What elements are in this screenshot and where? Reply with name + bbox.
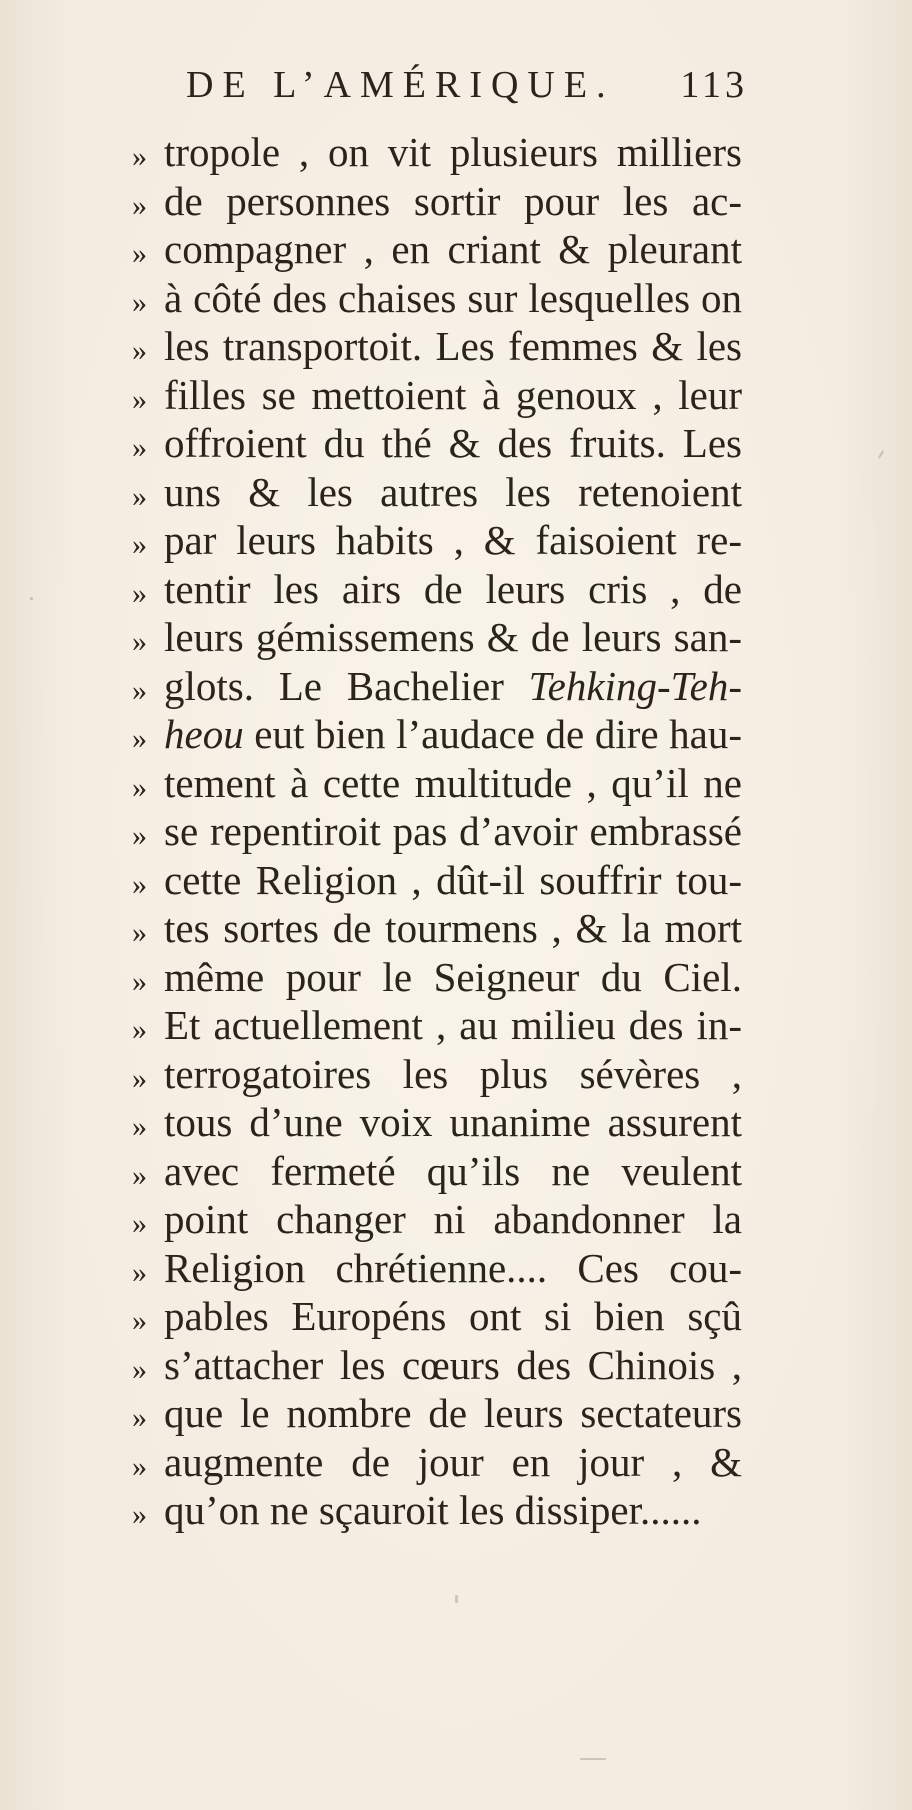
quote-mark: » xyxy=(132,1352,147,1386)
quote-mark: » xyxy=(132,431,147,464)
text-line-3: » compagner , en criant & pleurant xyxy=(132,225,742,274)
quote-mark: » xyxy=(132,1110,147,1143)
quote-mark: » xyxy=(132,770,147,804)
text-line-1: » tropole , on vit plusieurs milliers xyxy=(132,128,742,177)
text-line-16: » cette Religion , dût-il souffrir tou- xyxy=(132,856,742,905)
quote-mark: » xyxy=(132,867,147,901)
text-line-8: » uns & les autres les retenoient xyxy=(132,468,742,517)
page-number: 113 xyxy=(680,64,748,106)
text-line-15: » se repentiroit pas d’avoir embrassé xyxy=(132,807,742,856)
body-text xyxy=(132,128,742,1535)
text-line-22: » avec fermeté qu’ils ne veulent xyxy=(132,1147,742,1196)
quote-mark: » xyxy=(132,625,147,658)
text-line-11: » leurs gémissemens & de leurs san- xyxy=(132,613,742,662)
quote-mark: » xyxy=(132,673,147,707)
text-line-26: » s’attacher les cœurs des Chinois , xyxy=(132,1341,742,1390)
italic-name: heou xyxy=(164,711,244,757)
quote-mark: » xyxy=(132,1207,147,1240)
quote-mark: » xyxy=(132,334,147,367)
quote-mark: » xyxy=(132,1255,147,1289)
text-line-24: » Religion chrétienne.... Ces cou- xyxy=(132,1244,742,1293)
italic-name: Tehking-Teh- xyxy=(528,662,742,709)
quote-mark: » xyxy=(132,1158,147,1192)
text-line-7: » offroient du thé & des fruits. Les xyxy=(132,419,742,468)
quote-mark: » xyxy=(132,237,147,270)
text-line-21: » tous d’une voix unanime assurent xyxy=(132,1098,742,1147)
text-line-29: » qu’on ne sçauroit les dissiper...... xyxy=(132,1486,742,1535)
text-line-10: » tentir les airs de leurs cris , de xyxy=(132,565,742,614)
quote-mark: » xyxy=(132,479,147,513)
text-line-19: » Et actuellement , au milieu des in- xyxy=(132,1001,742,1050)
text-line-5: » les transportoit. Les femmes & les xyxy=(132,322,742,371)
text-line-12: » glots. Le Bachelier Tehking-Teh- xyxy=(132,662,742,711)
quote-mark: » xyxy=(132,964,147,998)
quote-mark: » xyxy=(132,382,147,416)
text-line-9: » par leurs habits , & faisoient re- xyxy=(132,516,742,565)
quote-mark: » xyxy=(132,1401,147,1434)
quote-mark: » xyxy=(132,722,147,755)
quote-mark: » xyxy=(132,1449,147,1483)
text-line-20: » terrogatoires les plus sévères , xyxy=(132,1050,742,1099)
quote-mark: » xyxy=(132,1498,147,1531)
text-line-6: » filles se mettoient à genoux , leur xyxy=(132,371,742,420)
text-line-2: » de personnes sortir pour les ac- xyxy=(132,177,742,226)
quote-mark: » xyxy=(132,1304,147,1337)
quote-mark: » xyxy=(132,916,147,949)
quote-mark: » xyxy=(132,1061,147,1095)
text-line-18: » même pour le Seigneur du Ciel. xyxy=(132,953,742,1002)
paper-speck xyxy=(455,1595,458,1603)
paper-speck xyxy=(878,450,884,459)
text-line-28: » augmente de jour en jour , & xyxy=(132,1438,742,1487)
text-line-14: » tement à cette multitude , qu’il ne xyxy=(132,759,742,808)
text-line-17: » tes sortes de tourmens , & la mort xyxy=(132,904,742,953)
text-line-23: » point changer ni abandonner la xyxy=(132,1195,742,1244)
quote-mark: » xyxy=(132,1013,147,1046)
text-line-27: » que le nombre de leurs sectateurs xyxy=(132,1389,742,1438)
running-head xyxy=(170,60,770,110)
quote-mark: » xyxy=(132,528,147,561)
quote-mark: » xyxy=(132,819,147,852)
text-line-13: » heou eut bien l’audace de dire hau- xyxy=(132,710,742,759)
text-line-4: » à côté des chaises sur lesquelles on xyxy=(132,274,742,323)
text-line-25: » pables Européns ont si bien sçû xyxy=(132,1292,742,1341)
paper-speck xyxy=(30,597,33,600)
quote-mark: » xyxy=(132,285,147,319)
paper-speck xyxy=(580,1758,606,1760)
quote-mark: » xyxy=(132,140,147,173)
quote-mark: » xyxy=(132,576,147,610)
quote-mark: » xyxy=(132,188,147,222)
running-title: DE L’AMÉRIQUE. xyxy=(186,64,615,106)
